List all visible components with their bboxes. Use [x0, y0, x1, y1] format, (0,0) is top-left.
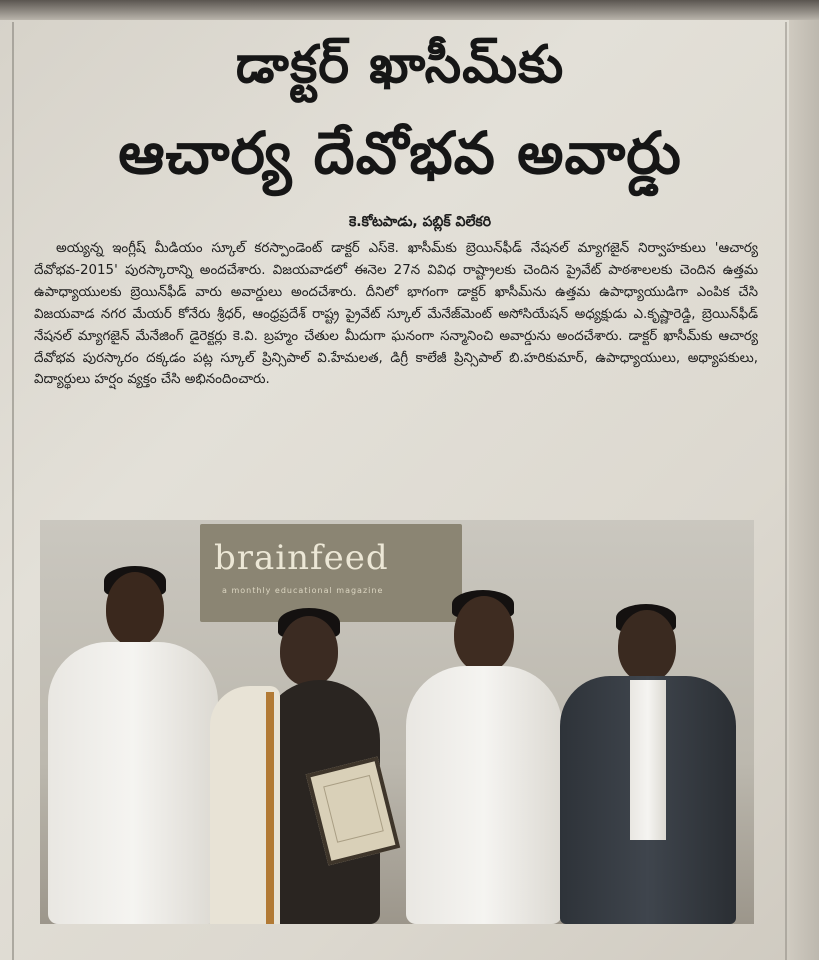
headline-line-2: ఆచార్య దేవోభవ అవార్డు	[118, 119, 682, 187]
adjacent-page-edge	[789, 20, 819, 960]
dateline: కె.కోటపాడు, పబ్లిక్ విలేకరి	[348, 214, 492, 230]
award-photo	[40, 520, 754, 924]
brainfeed-logo: brainfeed	[214, 538, 389, 578]
article-body	[34, 238, 758, 391]
column-rule-right	[785, 22, 787, 960]
headline-line-1: డాక్టర్ ఖాసీమ్‌కు	[235, 35, 565, 95]
person-presenter	[406, 590, 562, 924]
column-rule-left	[12, 22, 14, 960]
person-left	[48, 566, 218, 924]
brainfeed-tagline: a monthly educational magazine	[222, 586, 384, 595]
person-right-suit	[560, 604, 736, 924]
article-paragraph: అయ్యన్న ఇంగ్లీష్ మీడియం స్కూల్ కరస్పాండెంట్ డాక్టర్ ఎస్‌కె. ఖాసీమ్‌కు బ్రెయిన్‌ఫీడ్ నేషనల్ మ్యాగజైన్ నిర్వాహకులు 'ఆచార్య దేవోభవ-2015' పురస్కారాన్ని అందచేశారు. విజయవాడలో ఈనెల 27న వివిధ రాష్ట్రాలకు చెందిన ప్రైవేట్ పాఠశాలలకు చెందిన ఉత్తమ ఉపాధ్యాయులకు బ్రెయిన్‌ఫీడ్ వారు అవార్డులు అందచేశారు. దీనిలో భాగంగా డాక్టర్ ఖాసీమ్‌ను ఉత్తమ ఉపాధ్యాయుడిగా ఎంపిక చేసి విజయవాడ నగర మేయర్ కోనేరు శ్రీధర్, ఆంధ్రప్రదేశ్ రాష్ట్ర ప్రైవేట్ స్కూల్ మేనేజ్‌మెంట్ అసోసియేషన్ అధ్యక్షుడు ఎ.కృష్ణారెడ్డి, బ్రెయిన్‌ఫీడ్ నేషనల్ మ్యాగజైన్ మేనేజింగ్ డైరెక్టర్లు కె.వి. బ్రహ్మం చేతుల మీదుగా ఘనంగా సన్మానించి అవార్డును అందచేశారు. డాక్టర్ ఖాసీమ్‌కు ఆచార్య దేవోభవ పురస్కారం దక్కడం పట్ల స్కూల్ ప్రిన్సిపాల్ వి.హేమలత, డిగ్రీ కాలేజీ ప్రిన్సిపాల్ బి.హరికుమార్, ఉపాధ్యాయులు, అధ్యాపకులు, విద్యార్థులు హర్షం వ్యక్తం చేసి అభినందించారు.	[34, 241, 758, 388]
